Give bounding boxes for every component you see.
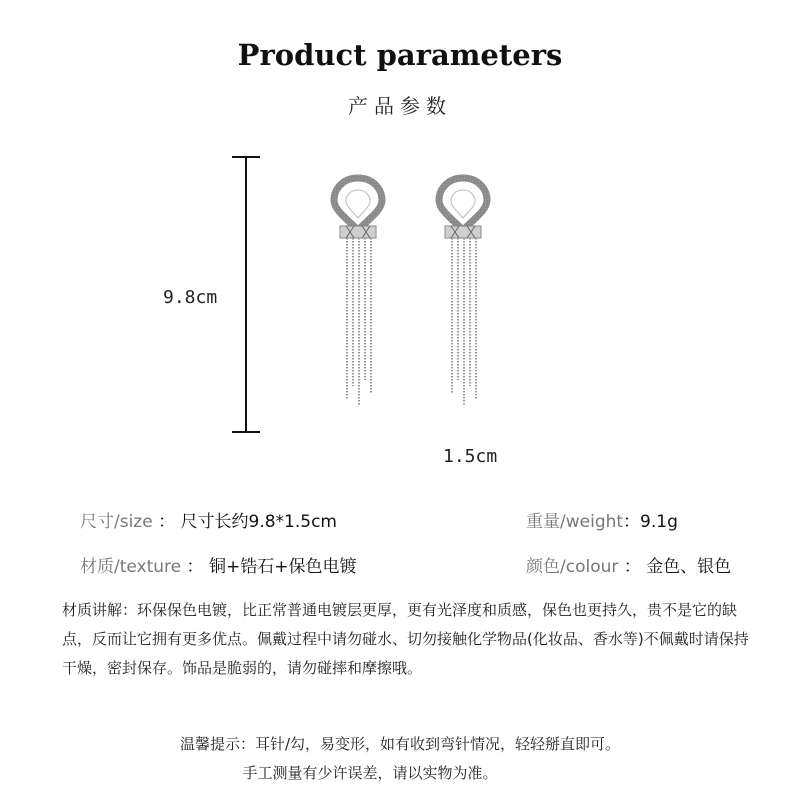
measurement-note: 手工测量有少许误差，请以实物为准。	[242, 764, 498, 782]
spec-weight-key: 重量/weight	[526, 512, 624, 532]
spec-colour-sep: ：	[618, 557, 641, 577]
spec-weight-value: 9.1g	[640, 512, 678, 532]
spec-size-sep: ：	[152, 512, 176, 532]
spec-colour-key: 颜色/colour	[526, 557, 619, 577]
spec-texture	[80, 552, 356, 577]
spec-size-key: 尺寸/size	[80, 512, 153, 532]
spec-colour	[526, 552, 731, 577]
spec-size-value: 尺寸长约9.8*1.5cm	[180, 512, 337, 532]
width-label: 1.5cm	[443, 446, 498, 467]
height-label: 9.8cm	[163, 287, 218, 308]
spec-texture-sep: ：	[181, 557, 204, 577]
dimension-line	[245, 156, 247, 433]
dimension-cap-bottom	[232, 431, 260, 433]
earring-image-left	[328, 174, 388, 410]
warm-tip-line: 温馨提示：耳针/勾，易变形，如有收到弯针情况，轻轻掰直即可。	[179, 735, 621, 753]
spec-texture-key: 材质/texture	[80, 557, 182, 577]
spec-texture-value: 铜+锆石+保色电镀	[208, 557, 357, 577]
earring-image-right	[433, 174, 493, 410]
page-title: Product parameters	[237, 38, 563, 72]
spec-size	[80, 507, 337, 532]
spec-weight	[526, 507, 678, 532]
page-subtitle: 产品参数	[348, 94, 452, 118]
spec-weight-sep: ：	[623, 512, 641, 532]
material-description: 材质讲解：环保保色电镀，比正常普通电镀层更厚，更有光泽度和质感，保色也更持久，贵不是它的缺点，反而让它拥有更多优点。佩戴过程中请勿碰水、切勿接触化学物品(化妆品、香水等)不佩戴时请保持干燥，密封保存。饰品是脆弱的，请勿碰摔和摩擦哦。	[62, 601, 749, 677]
height-dimension-marker	[232, 156, 260, 433]
spec-colour-value: 金色、银色	[646, 557, 732, 577]
